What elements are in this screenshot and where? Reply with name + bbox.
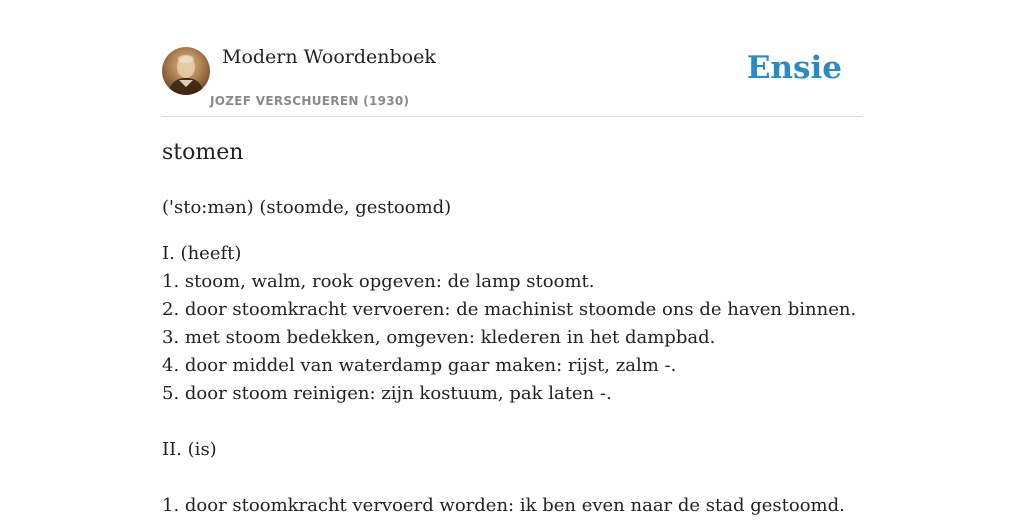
definition-item: 4. door middel van waterdamp gaar maken: rijst, zalm -. bbox=[162, 355, 677, 376]
ensie-logo-link[interactable]: Ensie bbox=[746, 50, 842, 86]
section-label: I. (heeft) bbox=[162, 243, 242, 264]
definition-item: 1. door stoomkracht vervoerd worden: ik ben even naar de stad gestoomd. bbox=[162, 495, 845, 516]
author-avatar[interactable] bbox=[162, 47, 210, 95]
definition-item: 5. door stoom reinigen: zijn kostuum, pak laten -. bbox=[162, 383, 612, 404]
section-label: II. (is) bbox=[162, 439, 217, 460]
definition-item: 3. met stoom bedekken, omgeven: klederen in het dampbad. bbox=[162, 327, 716, 348]
entry-headword: stomen bbox=[162, 140, 244, 165]
book-title[interactable]: Modern Woordenboek bbox=[222, 46, 436, 68]
pronunciation: ('sto:mən) (stoomde, gestoomd) bbox=[162, 197, 452, 218]
portrait-image bbox=[162, 47, 210, 95]
entry-definition bbox=[162, 194, 862, 520]
spacer bbox=[162, 408, 862, 436]
definition-item: 1. stoom, walm, rook opgeven: de lamp stoomt. bbox=[162, 271, 595, 292]
author-name[interactable]: JOZEF VERSCHUEREN (1930) bbox=[210, 94, 410, 108]
spacer bbox=[162, 464, 862, 492]
definition-item: 2. door stoomkracht vervoeren: de machinist stoomde ons de haven binnen. bbox=[162, 299, 857, 320]
dictionary-header bbox=[162, 44, 862, 117]
